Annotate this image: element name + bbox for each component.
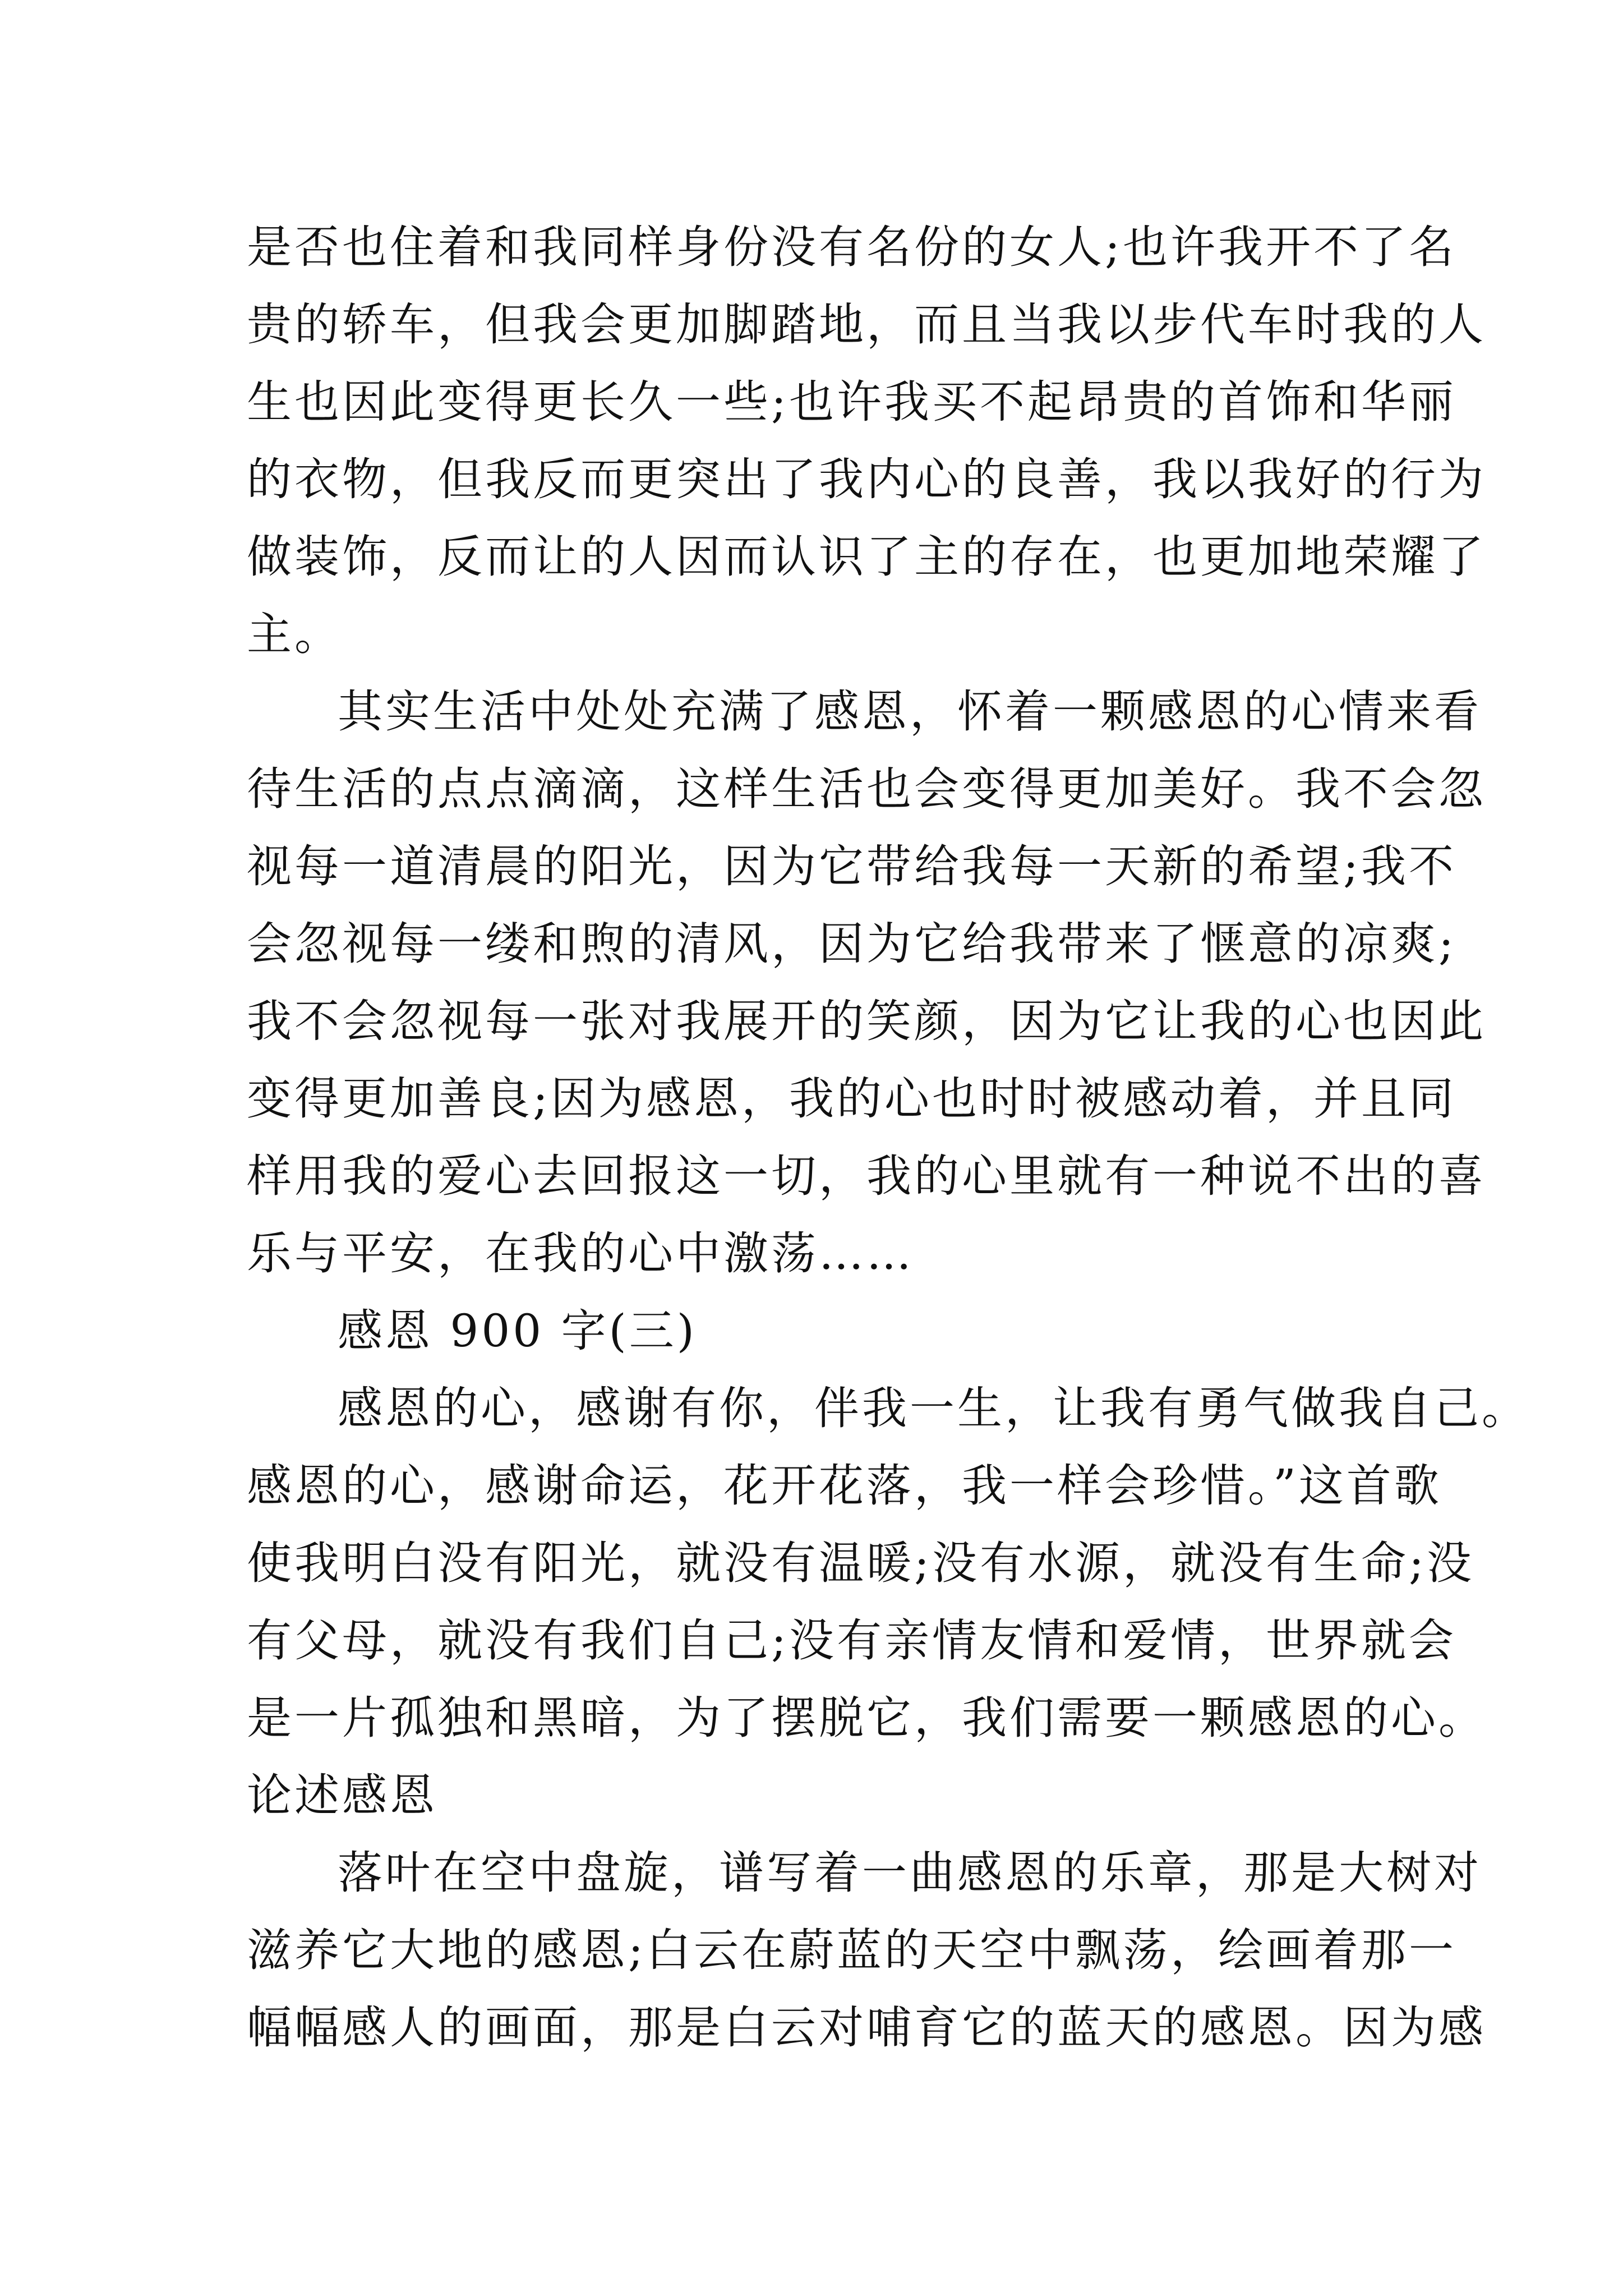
text-line: 主。: [247, 608, 342, 660]
text-line: 做装饰，反而让的人因而认识了主的存在，也更加地荣耀了: [247, 531, 1486, 583]
text-line: 的衣物，但我反而更突出了我内心的良善，我以我好的行为: [247, 453, 1486, 505]
text-line: 滋养它大地的感恩;白云在蔚蓝的天空中飘荡，绘画着那一: [247, 1924, 1456, 1976]
text-line: 有父母，就没有我们自己;没有亲情友情和爱情，世界就会: [247, 1614, 1456, 1667]
paragraph-start-line: 其实生活中处处充满了感恩，怀着一颗感恩的心情来看: [338, 685, 1482, 738]
text-line: 是一片孤独和黑暗，为了摆脱它，我们需要一颗感恩的心。: [247, 1692, 1486, 1744]
text-line: 变得更加善良;因为感恩，我的心也时时被感动着，并且同: [247, 1073, 1456, 1125]
section-heading: 感恩 900 字(三): [338, 1305, 697, 1357]
text-line: 乐与平安，在我的心中激荡……: [247, 1227, 914, 1280]
text-line: 会忽视每一缕和煦的清风，因为它给我带来了惬意的凉爽;: [247, 918, 1456, 970]
text-line: 幅幅感人的画面，那是白云对哺育它的蓝天的感恩。因为感: [247, 2001, 1486, 2054]
paragraph-start-line: 感恩的心，感谢有你，伴我一生，让我有勇气做我自己。: [338, 1382, 1529, 1434]
text-line: 待生活的点点滴滴，这样生活也会变得更加美好。我不会忽: [247, 763, 1486, 815]
body-text: [247, 209, 1529, 2067]
text-line: 样用我的爱心去回报这一切，我的心里就有一种说不出的喜: [247, 1150, 1486, 1202]
text-line: 我不会忽视每一张对我展开的笑颜，因为它让我的心也因此: [247, 995, 1486, 1047]
text-line: 使我明白没有阳光，就没有温暖;没有水源，就没有生命;没: [247, 1537, 1474, 1589]
text-line: 生也因此变得更长久一些;也许我买不起昂贵的首饰和华丽: [247, 376, 1456, 428]
text-line: 视每一道清晨的阳光，因为它带给我每一天新的希望;我不: [247, 840, 1456, 892]
text-line: 是否也住着和我同样身份没有名份的女人;也许我开不了名: [247, 221, 1456, 273]
text-line: 贵的轿车，但我会更加脚踏地，而且当我以步代车时我的人: [247, 298, 1486, 351]
text-line: 感恩的心，感谢命运，花开花落，我一样会珍惜。”这首歌: [247, 1460, 1442, 1512]
paragraph-start-line: 落叶在空中盘旋，谱写着一曲感恩的乐章，那是大树对: [338, 1847, 1482, 1899]
subheading: 论述感恩: [247, 1769, 437, 1821]
